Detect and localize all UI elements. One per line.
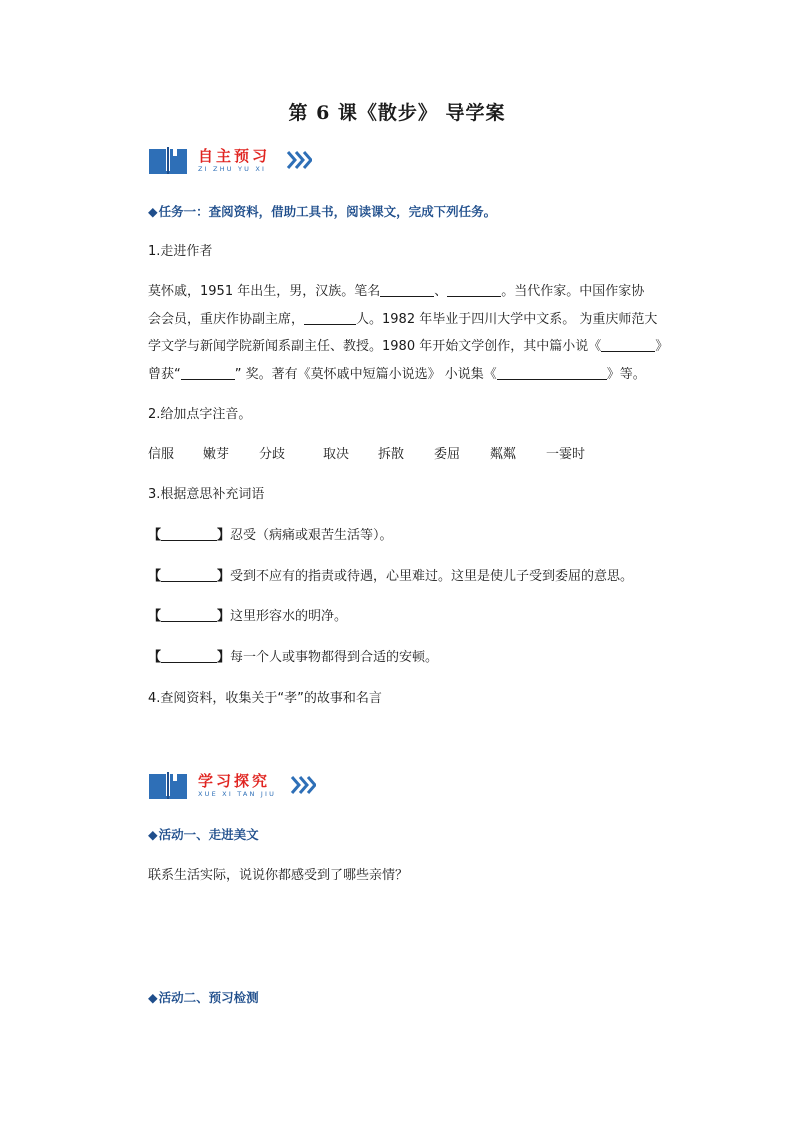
- activity-heading: [148, 825, 259, 843]
- bio-text: 》等。: [606, 366, 646, 382]
- fill-blank[interactable]: [161, 607, 217, 622]
- definition-text: 受到不应有的指责或待遇，心里难过。这里是使儿子受到委屈的意思。: [230, 569, 634, 584]
- word-item: 粼粼: [490, 447, 517, 462]
- book-icon: [148, 772, 188, 800]
- word-item: 一霎时: [546, 447, 586, 462]
- bio-text: 学文学与新闻学院新闻系副主任、教授。1980 年开始文学创作，其中篇小说《: [148, 339, 602, 354]
- bio-text: 、: [434, 284, 448, 299]
- activity-heading: [148, 988, 259, 1006]
- definition-row: 【 】受到不应有的指责或待遇，心里难过。这里是使儿子受到委屈的意思。: [148, 569, 634, 584]
- word-item: 委屈: [434, 447, 461, 462]
- item-heading: 3.根据意思补充词语: [148, 487, 265, 502]
- fill-blank[interactable]: [447, 282, 501, 297]
- definition-row: 【 】这里形容水的明净。: [148, 609, 348, 624]
- definition-row: 【 】每一个人或事物都得到合适的安顿。: [148, 650, 439, 665]
- page-title: 第 6 课《散步》 导学案: [288, 102, 506, 124]
- definition-text: 每一个人或事物都得到合适的安顿。: [230, 650, 439, 665]
- bio-text: ” 奖。著有《莫怀戚中短篇小说选》 小说集《: [234, 366, 497, 382]
- diamond-icon: ◆: [148, 827, 158, 842]
- fill-blank[interactable]: [304, 310, 356, 325]
- fill-blank[interactable]: [380, 282, 434, 297]
- section-title: 自主预习: [198, 147, 271, 165]
- chevrons-icon: [286, 149, 312, 171]
- word-list: [148, 443, 668, 461]
- section-title: 学习探究: [198, 772, 271, 790]
- fill-blank[interactable]: [601, 337, 655, 352]
- book-icon: [148, 147, 188, 175]
- chevrons-icon: [290, 774, 316, 796]
- item-heading: 2.给加点字注音。: [148, 407, 252, 422]
- bio-text: 曾获“: [148, 366, 181, 382]
- fill-blank[interactable]: [497, 365, 607, 380]
- fill-blank[interactable]: [161, 648, 217, 663]
- item-heading: 1.走进作者: [148, 244, 213, 259]
- diamond-icon: ◆: [148, 990, 158, 1005]
- section-pinyin: ZI ZHU YU XI: [198, 165, 267, 173]
- definition-row: 【 】忍受（病痛或艰苦生活等）。: [148, 528, 393, 543]
- task-text: 任务一：查阅资料，借助工具书，阅读课文，完成下列任务。: [158, 204, 497, 219]
- bio-text: 》: [655, 339, 669, 354]
- section-pinyin: XUE XI TAN JIU: [198, 790, 277, 798]
- definition-text: 忍受（病痛或艰苦生活等）。: [230, 528, 393, 543]
- word-item: 嫩芽: [203, 447, 230, 462]
- bio-text: 莫怀戚，1951 年出生，男，汉族。笔名: [148, 284, 381, 299]
- bio-text: 人。1982 年毕业于四川大学中文系。 为重庆师范大: [356, 311, 658, 327]
- activity-text: 活动二、预习检测: [158, 990, 259, 1005]
- bio-text: 。当代作家。中国作家协: [501, 284, 645, 299]
- question-text: 联系生活实际，说说你都感受到了哪些亲情？: [148, 868, 409, 883]
- word-item: 分歧: [259, 447, 286, 462]
- section-banner-explore: [148, 770, 348, 804]
- word-item: 信服: [148, 447, 175, 462]
- author-bio: [148, 278, 669, 388]
- diamond-icon: ◆: [148, 204, 158, 219]
- definition-text: 这里形容水的明净。: [230, 609, 348, 624]
- bio-text: 会会员，重庆作协副主席，: [148, 311, 305, 327]
- word-item: 取决: [323, 447, 350, 462]
- fill-blank[interactable]: [161, 526, 217, 541]
- word-item: 拆散: [378, 447, 405, 462]
- task-heading: [148, 202, 496, 220]
- item-heading: 4.查阅资料，收集关于“孝”的故事和名言: [148, 691, 382, 706]
- fill-blank[interactable]: [181, 365, 235, 380]
- section-banner-preview: [148, 145, 348, 179]
- activity-text: 活动一、走进美文: [158, 827, 259, 842]
- fill-blank[interactable]: [161, 567, 217, 582]
